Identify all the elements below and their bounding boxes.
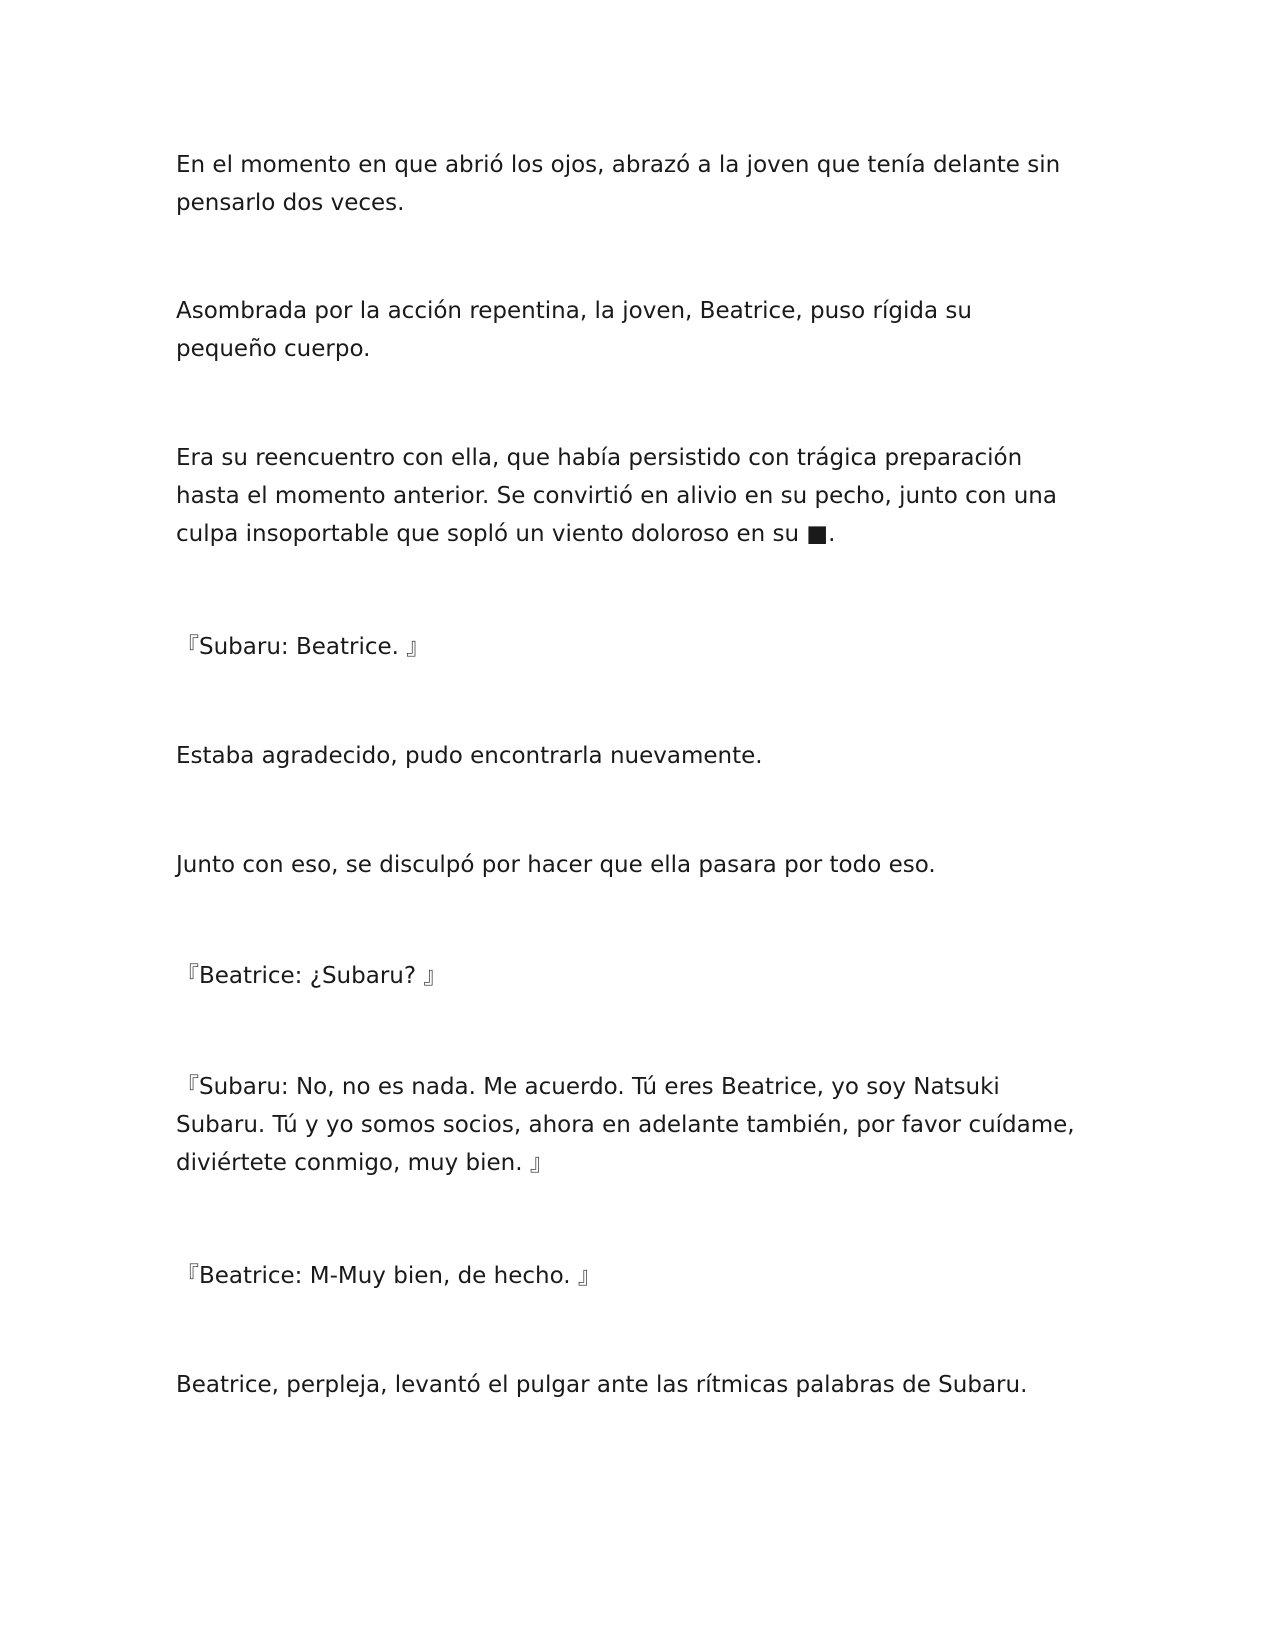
paragraph-4: Estaba agradecido, pudo encontrarla nuevamente.: [176, 743, 763, 769]
paragraph-5: Junto con eso, se disculpó por hacer que ella pasara por todo eso.: [176, 852, 936, 878]
paragraph-2: Asombrada por la acción repentina, la joven, Beatrice, puso rígida su pequeño cuerpo.: [176, 298, 972, 362]
paragraph-3: Era su reencuentro con ella, que había persistido con trágica preparación hasta el momento anterior. Se convirtió en alivio en su pecho, junto con una culpa insoportable que sopló un viento doloroso en su ■.: [176, 445, 1057, 547]
paragraph-6: Beatrice, perpleja, levantó el pulgar ante las rítmicas palabras de Subaru.: [176, 1372, 1028, 1398]
dialogue-beatrice-1: 『Beatrice: ¿Subaru? 』: [176, 963, 447, 989]
dialogue-subaru-1: 『Subaru: Beatrice. 』: [176, 634, 430, 660]
dialogue-beatrice-2: 『Beatrice: M-Muy bien, de hecho. 』: [176, 1263, 601, 1289]
paragraph-1: En el momento en que abrió los ojos, abrazó a la joven que tenía delante sin pensarlo dos veces.: [176, 152, 1061, 216]
dialogue-subaru-2: 『Subaru: No, no es nada. Me acuerdo. Tú eres Beatrice, yo soy Natsuki Subaru. Tú y yo somos socios, ahora en adelante también, por favor cuídame, diviértete conmigo, muy bien. 』: [176, 1074, 1075, 1176]
